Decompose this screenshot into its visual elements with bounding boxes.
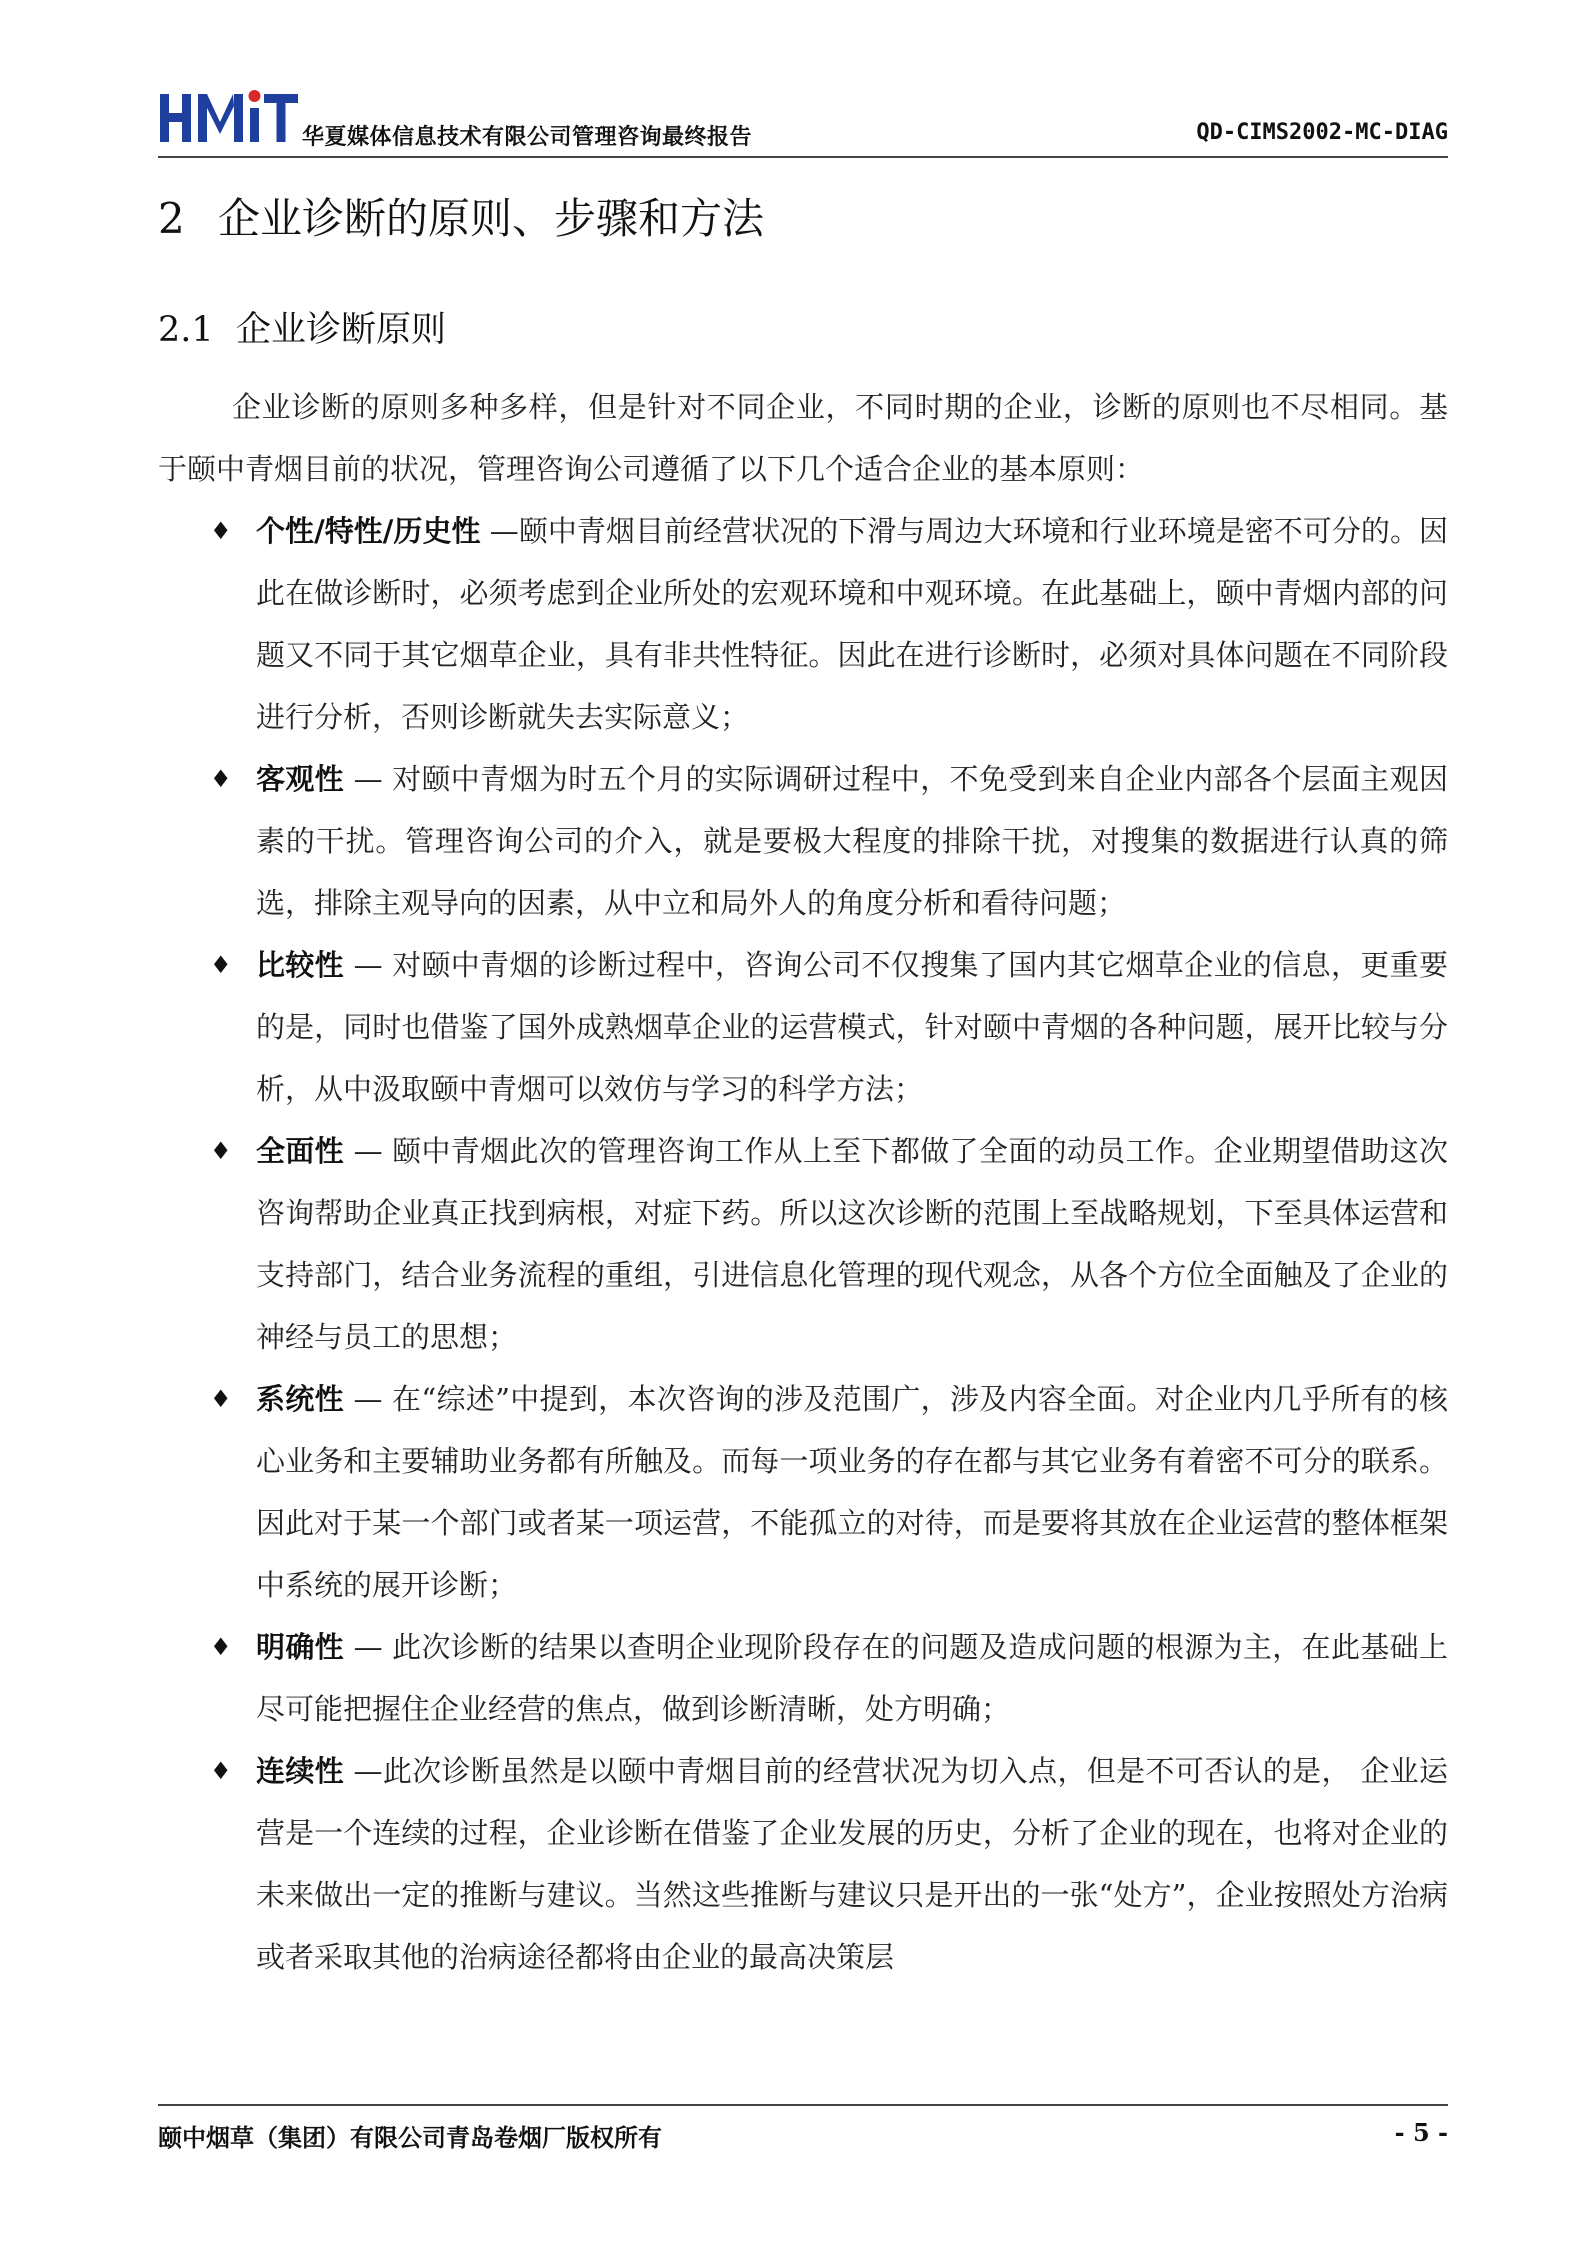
principle-term: 比较性 (256, 948, 345, 982)
principle-text: — 此次诊断的结果以查明企业现阶段存在的问题及造成问题的根源为主，在此基础上尽可能把握住企业经营的焦点，做到诊断清晰，处方明确； (256, 1630, 1448, 1726)
copyright-text: 颐中烟草（集团）有限公司青岛卷烟厂版权所有 (158, 2124, 662, 2152)
subsection-number: 2.1 (158, 310, 214, 350)
subsection-title: 企业诊断原则 (236, 310, 447, 350)
list-item (158, 748, 1448, 934)
principle-term: 客观性 (256, 762, 345, 796)
principle-text: — 对颐中青烟的诊断过程中，咨询公司不仅搜集了国内其它烟草企业的信息，更重要的是，同时也借鉴了国外成熟烟草企业的运营模式，针对颐中青烟的各种问题，展开比较与分析，从中汲取颐中青烟可以效仿与学习的科学方法； (256, 948, 1448, 1106)
principle-text: —颐中青烟目前经营状况的下滑与周边大环境和行业环境是密不可分的。因此在做诊断时，必须考虑到企业所处的宏观环境和中观环境。在此基础上，颐中青烟内部的问题又不同于其它烟草企业，具有非共性特征。因此在进行诊断时，必须对具体问题在不同阶段进行分析，否则诊断就失去实际意义； (256, 514, 1448, 734)
principle-term: 系统性 (256, 1382, 344, 1416)
diamond-bullet-icon: ♦ (210, 1385, 232, 1413)
principle-term: 个性/特性/历史性 (256, 514, 481, 548)
page-header (158, 80, 1448, 158)
principles-list (158, 500, 1448, 1988)
hmit-logo (158, 84, 300, 146)
page-footer (158, 2104, 1448, 2158)
document-code: QD-CIMS2002-MC-DIAG (1196, 120, 1448, 145)
list-item (158, 500, 1448, 748)
principle-text: — 对颐中青烟为时五个月的实际调研过程中，不免受到来自企业内部各个层面主观因素的干扰。管理咨询公司的介入，就是要极大程度的排除干扰，对搜集的数据进行认真的筛选，排除主观导向的因素，从中立和局外人的角度分析和看待问题； (256, 762, 1448, 920)
principle-text: — 在“综述”中提到，本次咨询的涉及范围广，涉及内容全面。对企业内几乎所有的核心业务和主要辅助业务都有所触及。而每一项业务的存在都与其它业务有着密不可分的联系。因此对于某一个部门或者某一项运营，不能孤立的对待，而是要将其放在企业运营的整体框架中系统的展开诊断； (256, 1382, 1448, 1602)
principle-text: —此次诊断虽然是以颐中青烟目前的经营状况为切入点，但是不可否认的是， 企业运营是一个连续的过程，企业诊断在借鉴了企业发展的历史，分析了企业的现在，也将对企业的未来做出一定的推断与建议。当然这些推断与建议只是开出的一张“处方”，企业按照处方治病或者采取其他的治病途径都将由企业的最高决策层 (256, 1754, 1448, 1974)
section-title: 企业诊断的原则、步骤和方法 (218, 194, 765, 243)
principle-term: 明确性 (256, 1630, 345, 1664)
list-item (158, 1616, 1448, 1740)
list-item (158, 934, 1448, 1120)
intro-paragraph: 企业诊断的原则多种多样，但是针对不同企业，不同时期的企业，诊断的原则也不尽相同。基于颐中青烟目前的状况，管理咨询公司遵循了以下几个适合企业的基本原则： (158, 390, 1448, 486)
header-title: 华夏媒体信息技术有限公司管理咨询最终报告 (302, 125, 753, 150)
list-item (158, 1740, 1448, 1988)
list-item (158, 1120, 1448, 1368)
diamond-bullet-icon: ♦ (210, 765, 232, 793)
diamond-bullet-icon: ♦ (210, 517, 232, 545)
diamond-bullet-icon: ♦ (210, 1137, 232, 1165)
principle-term: 连续性 (256, 1754, 344, 1788)
page-number: - 5 - (1394, 2118, 1448, 2147)
diamond-bullet-icon: ♦ (210, 951, 232, 979)
diamond-bullet-icon: ♦ (210, 1757, 232, 1785)
list-item (158, 1368, 1448, 1616)
principle-text: — 颐中青烟此次的管理咨询工作从上至下都做了全面的动员工作。企业期望借助这次咨询帮助企业真正找到病根，对症下药。所以这次诊断的范围上至战略规划，下至具体运营和支持部门，结合业务流程的重组，引进信息化管理的现代观念，从各个方位全面触及了企业的神经与员工的思想； (256, 1134, 1448, 1354)
section-number: 2 (158, 194, 185, 243)
diamond-bullet-icon: ♦ (210, 1633, 232, 1661)
subsection-heading (158, 302, 446, 352)
principle-term: 全面性 (256, 1134, 345, 1168)
section-heading (158, 186, 764, 246)
